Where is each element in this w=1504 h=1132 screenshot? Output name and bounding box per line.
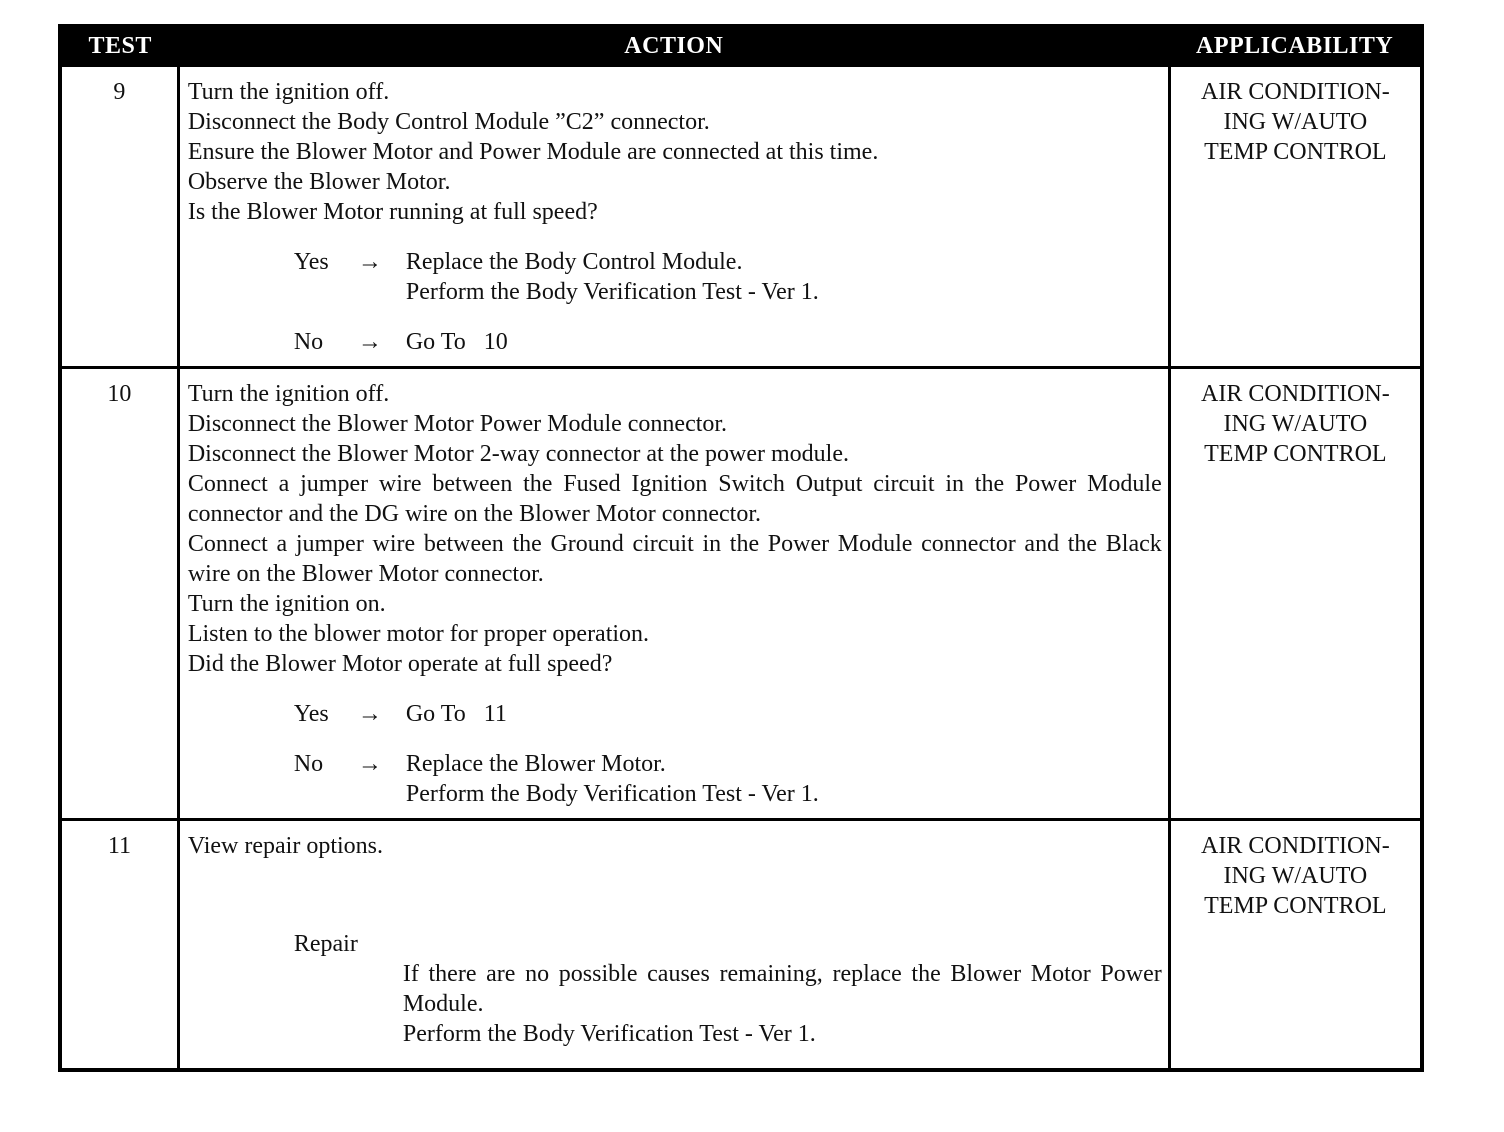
header-action: ACTION bbox=[178, 26, 1169, 66]
repair-label: Repair bbox=[293, 931, 358, 957]
result-line: Perform the Body Verification Test - Ver 1. bbox=[405, 279, 819, 305]
table-header-row bbox=[60, 26, 1422, 66]
test-number: 10 bbox=[60, 368, 178, 820]
arrow-right-icon: → bbox=[357, 751, 382, 777]
action-cell bbox=[178, 66, 1169, 368]
applicability-line: ING W/AUTO bbox=[1223, 863, 1368, 889]
action-step: Disconnect the Body Control Module ”C2” connector. bbox=[187, 109, 710, 135]
table-row bbox=[60, 820, 1422, 1070]
arrow-right-icon: → bbox=[357, 701, 382, 727]
table-row bbox=[60, 368, 1422, 820]
action-step: Is the Blower Motor running at full speed? bbox=[187, 199, 598, 225]
applicability-cell bbox=[1169, 368, 1422, 820]
no-label: No bbox=[293, 329, 324, 355]
no-branch bbox=[294, 327, 1162, 357]
no-branch bbox=[294, 749, 1162, 809]
diagnostic-test-table bbox=[58, 24, 1424, 1072]
action-step: Observe the Blower Motor. bbox=[187, 169, 451, 195]
result-line: Replace the Blower Motor. bbox=[405, 751, 666, 777]
applicability-line: AIR CONDITION- bbox=[1201, 79, 1390, 105]
arrow-right-icon: → bbox=[357, 329, 382, 355]
yes-label: Yes bbox=[293, 701, 329, 727]
result-line: Go To 10 bbox=[405, 329, 508, 355]
yes-branch bbox=[294, 699, 1162, 729]
action-step: Ensure the Blower Motor and Power Module are connected at this time. bbox=[187, 139, 879, 165]
action-step: Turn the ignition on. bbox=[187, 591, 386, 617]
applicability-line: AIR CONDITION- bbox=[1201, 381, 1390, 407]
repair-step: If there are no possible causes remaining, replace the Blower Motor Power Module. bbox=[402, 961, 1162, 1017]
action-step: Turn the ignition off. bbox=[187, 79, 390, 105]
no-label: No bbox=[293, 751, 324, 777]
applicability-line: ING W/AUTO bbox=[1223, 109, 1368, 135]
applicability-line: TEMP CONTROL bbox=[1204, 139, 1387, 165]
action-step: Turn the ignition off. bbox=[187, 381, 390, 407]
no-result bbox=[406, 749, 1162, 809]
test-number: 11 bbox=[60, 820, 178, 1070]
repair-body bbox=[403, 959, 1162, 1049]
header-applicability: APPLICABILITY bbox=[1169, 26, 1422, 66]
applicability-line: ING W/AUTO bbox=[1223, 411, 1368, 437]
result-line: Go To 11 bbox=[405, 701, 507, 727]
header-test: TEST bbox=[60, 26, 178, 66]
applicability-cell bbox=[1169, 820, 1422, 1070]
action-step: Disconnect the Blower Motor Power Module connector. bbox=[187, 411, 728, 437]
action-cell bbox=[178, 820, 1169, 1070]
applicability-line: AIR CONDITION- bbox=[1201, 833, 1390, 859]
yes-branch bbox=[294, 247, 1162, 307]
action-step: Connect a jumper wire between the Fused Ignition Switch Output circuit in the Power Module connector and the DG wire on the Blower Motor connector. bbox=[187, 471, 1162, 527]
arrow-right-icon: → bbox=[357, 249, 382, 275]
action-step: Disconnect the Blower Motor 2-way connector at the power module. bbox=[187, 441, 849, 467]
repair-step: Perform the Body Verification Test - Ver 1. bbox=[402, 1021, 816, 1047]
action-cell bbox=[178, 368, 1169, 820]
no-result bbox=[406, 327, 1162, 357]
action-step: Listen to the blower motor for proper operation. bbox=[187, 621, 650, 647]
applicability-cell bbox=[1169, 66, 1422, 368]
action-step: Did the Blower Motor operate at full speed? bbox=[187, 651, 613, 677]
result-line: Perform the Body Verification Test - Ver 1. bbox=[405, 781, 819, 807]
test-number: 9 bbox=[60, 66, 178, 368]
applicability-line: TEMP CONTROL bbox=[1204, 441, 1387, 467]
result-line: Replace the Body Control Module. bbox=[405, 249, 743, 275]
table-row bbox=[60, 66, 1422, 368]
yes-label: Yes bbox=[293, 249, 329, 275]
action-step: View repair options. bbox=[187, 833, 384, 859]
yes-result bbox=[406, 247, 1162, 307]
yes-result bbox=[406, 699, 1162, 729]
applicability-line: TEMP CONTROL bbox=[1204, 893, 1387, 919]
action-step: Connect a jumper wire between the Ground circuit in the Power Module connector and the Black wire on the Blower Motor connector. bbox=[187, 531, 1162, 587]
